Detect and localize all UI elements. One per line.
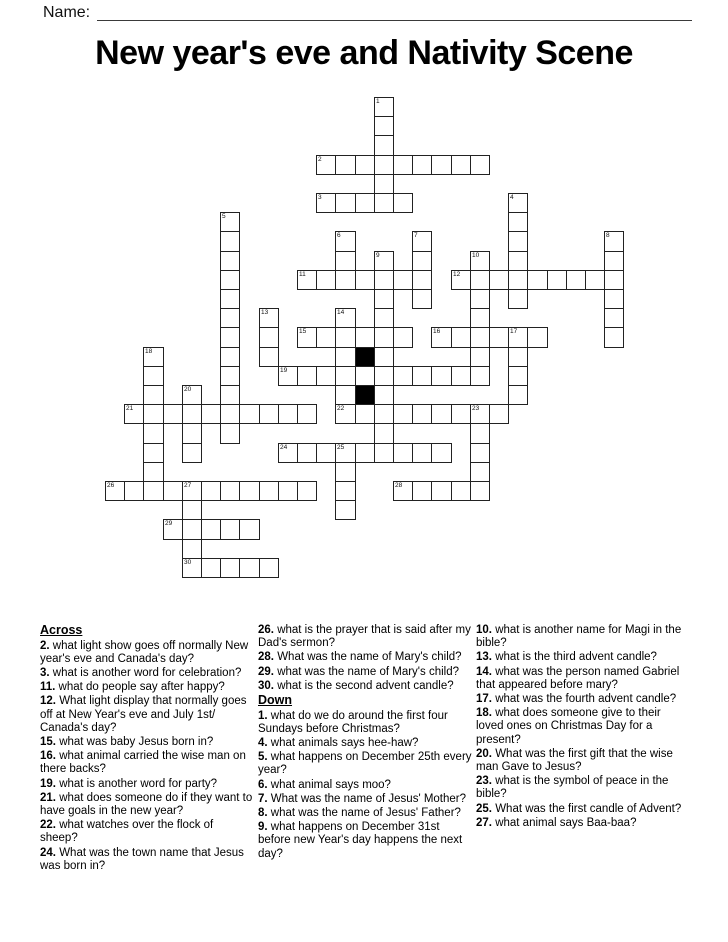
grid-cell[interactable] — [508, 366, 528, 386]
grid-cell[interactable] — [220, 308, 240, 328]
cell-number: 18 — [145, 348, 153, 355]
grid-cell[interactable] — [374, 423, 394, 444]
grid-cell[interactable] — [355, 443, 375, 463]
grid-cell[interactable] — [220, 423, 240, 444]
clues-section-header: Down — [258, 693, 293, 708]
grid-cell[interactable] — [182, 385, 202, 405]
clue-number: 3. — [40, 666, 50, 679]
cell-number: 2 — [318, 156, 322, 163]
grid-cell[interactable] — [239, 519, 260, 540]
black-cell — [355, 385, 375, 405]
grid-cell[interactable] — [374, 404, 394, 424]
grid-cell[interactable] — [182, 519, 202, 540]
grid-cell[interactable] — [220, 347, 240, 367]
grid-cell[interactable] — [201, 519, 221, 540]
grid-cell[interactable] — [527, 327, 548, 348]
grid-cell[interactable] — [220, 212, 240, 232]
grid-cell[interactable] — [470, 443, 490, 463]
grid-cell[interactable] — [604, 270, 624, 290]
grid-cell[interactable] — [431, 404, 452, 424]
clue-item: 16. what animal carried the wise man on there backs? — [40, 750, 246, 776]
clue-item: 1. what do we do around the first four Sundays before Christmas? — [258, 709, 448, 735]
grid-cell[interactable] — [335, 443, 356, 463]
grid-cell[interactable] — [374, 385, 394, 405]
grid-cell[interactable] — [335, 308, 356, 328]
grid-cell[interactable] — [355, 155, 375, 175]
grid-cell[interactable] — [470, 347, 490, 367]
clue-number: 7. — [258, 792, 268, 805]
clue-item: 2. what light show goes off normally New year's eve and Canada's day? — [40, 639, 249, 665]
grid-cell[interactable] — [316, 270, 336, 290]
clue-item: 9. what happens on December 31st before new Year's day happens the next day? — [258, 821, 463, 860]
grid-cell[interactable] — [355, 404, 375, 424]
grid-cell[interactable] — [451, 481, 471, 501]
clue-column-middle — [258, 624, 472, 862]
grid-cell[interactable] — [393, 327, 413, 348]
grid-cell[interactable] — [470, 404, 490, 424]
grid-cell[interactable] — [163, 519, 183, 540]
grid-cell[interactable] — [316, 366, 336, 386]
clue-item: 3. what is another word for celebration? — [40, 666, 242, 679]
grid-cell[interactable] — [201, 481, 221, 501]
page-title: New year's eve and Nativity Scene — [95, 34, 633, 72]
clue-item: 21. what does someone do if they want to have goals in the new year? — [40, 791, 253, 817]
cell-number: 22 — [337, 405, 345, 412]
grid-cell[interactable] — [297, 327, 317, 348]
grid-cell[interactable] — [508, 270, 528, 290]
grid-cell[interactable] — [335, 231, 356, 252]
grid-cell[interactable] — [105, 481, 125, 501]
grid-cell[interactable] — [470, 423, 490, 444]
cell-number: 26 — [107, 482, 115, 489]
grid-cell[interactable] — [335, 366, 356, 386]
cell-number: 28 — [395, 482, 403, 489]
grid-cell[interactable] — [335, 347, 356, 367]
grid-cell[interactable] — [604, 308, 624, 328]
grid-cell[interactable] — [508, 347, 528, 367]
grid-cell[interactable] — [335, 500, 356, 520]
grid-cell[interactable] — [451, 270, 471, 290]
clue-number: 22. — [40, 819, 56, 832]
grid-cell[interactable] — [374, 366, 394, 386]
grid-cell[interactable] — [355, 270, 375, 290]
grid-cell[interactable] — [124, 481, 144, 501]
cell-number: 30 — [184, 559, 192, 566]
grid-cell[interactable] — [143, 423, 164, 444]
grid-cell[interactable] — [259, 347, 279, 367]
grid-cell[interactable] — [335, 481, 356, 501]
cell-number: 4 — [510, 194, 514, 201]
grid-cell[interactable] — [508, 289, 528, 309]
grid-cell[interactable] — [278, 443, 298, 463]
cell-number: 6 — [337, 232, 341, 239]
grid-cell[interactable] — [412, 155, 432, 175]
grid-cell[interactable] — [585, 270, 605, 290]
grid-cell[interactable] — [393, 481, 413, 501]
clue-item: 7. What was the name of Jesus' Mother? — [258, 792, 467, 805]
clue-item: 15. what was baby Jesus born in? — [40, 735, 214, 748]
grid-cell[interactable] — [508, 385, 528, 405]
grid-cell[interactable] — [374, 443, 394, 463]
grid-cell[interactable] — [335, 270, 356, 290]
cell-number: 13 — [261, 309, 269, 316]
clue-item: 27. what animal says Baa-baa? — [476, 816, 637, 829]
grid-cell[interactable] — [604, 289, 624, 309]
grid-cell[interactable] — [239, 558, 260, 578]
grid-cell[interactable] — [374, 174, 394, 194]
clue-number: 15. — [40, 735, 56, 748]
cell-number: 21 — [126, 405, 134, 412]
clue-number: 13. — [476, 651, 492, 664]
grid-cell[interactable] — [335, 327, 356, 348]
grid-cell[interactable] — [431, 443, 452, 463]
clue-item: 28. What was the name of Mary's child? — [258, 651, 462, 664]
grid-cell[interactable] — [412, 270, 432, 290]
clue-item: 26. what is the prayer that is said after my Dad's sermon? — [258, 624, 471, 650]
grid-cell[interactable] — [143, 347, 164, 367]
clue-number: 16. — [40, 750, 56, 763]
grid-cell[interactable] — [508, 327, 528, 348]
cell-number: 11 — [299, 271, 306, 278]
grid-cell[interactable] — [374, 270, 394, 290]
grid-cell[interactable] — [239, 404, 260, 424]
grid-cell[interactable] — [220, 251, 240, 271]
grid-cell[interactable] — [316, 443, 336, 463]
grid-cell[interactable] — [393, 404, 413, 424]
cell-number: 15 — [299, 328, 307, 335]
clue-number: 25. — [476, 802, 492, 815]
grid-cell[interactable] — [355, 193, 375, 213]
cell-number: 23 — [472, 405, 480, 412]
cell-number: 27 — [184, 482, 192, 489]
clue-number: 18. — [476, 707, 492, 720]
clue-column-down — [476, 624, 690, 831]
grid-cell[interactable] — [239, 481, 260, 501]
grid-cell[interactable] — [220, 270, 240, 290]
grid-cell[interactable] — [374, 308, 394, 328]
grid-cell[interactable] — [143, 385, 164, 405]
clue-number: 9. — [258, 821, 268, 834]
grid-cell[interactable] — [335, 251, 356, 271]
grid-cell[interactable] — [220, 231, 240, 252]
grid-cell[interactable] — [374, 347, 394, 367]
grid-cell[interactable] — [374, 97, 394, 117]
grid-cell[interactable] — [278, 404, 298, 424]
grid-cell[interactable] — [335, 193, 356, 213]
grid-cell[interactable] — [143, 462, 164, 482]
grid-cell[interactable] — [201, 558, 221, 578]
clue-number: 10. — [476, 624, 492, 636]
grid-cell[interactable] — [604, 251, 624, 271]
grid-cell[interactable] — [143, 443, 164, 463]
clue-number: 27. — [476, 816, 492, 829]
grid-cell[interactable] — [393, 443, 413, 463]
grid-cell[interactable] — [412, 251, 432, 271]
grid-cell[interactable] — [182, 443, 202, 463]
grid-cell[interactable] — [182, 500, 202, 520]
grid-cell[interactable] — [508, 231, 528, 252]
clue-item: 18. what does someone give to their loved ones on Christmas Day for a present? — [476, 707, 661, 746]
clue-column-across — [40, 624, 254, 874]
cell-number: 3 — [318, 194, 322, 201]
cell-number: 12 — [453, 271, 461, 278]
grid-cell[interactable] — [374, 327, 394, 348]
grid-cell[interactable] — [163, 404, 183, 424]
grid-cell[interactable] — [355, 327, 375, 348]
clue-item: 23. what is the symbol of peace in the bible? — [476, 775, 669, 801]
grid-cell[interactable] — [431, 327, 452, 348]
grid-cell[interactable] — [316, 327, 336, 348]
black-cell — [355, 347, 375, 367]
grid-cell[interactable] — [374, 289, 394, 309]
clue-number: 2. — [40, 639, 50, 652]
grid-cell[interactable] — [278, 481, 298, 501]
grid-cell[interactable] — [451, 327, 471, 348]
grid-cell[interactable] — [259, 308, 279, 328]
clue-number: 14. — [476, 665, 492, 678]
grid-cell[interactable] — [220, 289, 240, 309]
grid-cell[interactable] — [297, 481, 317, 501]
grid-cell[interactable] — [220, 558, 240, 578]
clue-number: 6. — [258, 778, 268, 791]
grid-cell[interactable] — [508, 251, 528, 271]
grid-cell[interactable] — [335, 385, 356, 405]
clue-item: 12. What light display that normally goes off at New Year's eve and July 1st/ Canada's day? — [40, 695, 247, 734]
grid-cell[interactable] — [374, 251, 394, 271]
grid-cell[interactable] — [124, 404, 144, 424]
grid-cell[interactable] — [182, 481, 202, 501]
clue-item: 17. what was the fourth advent candle? — [476, 693, 677, 706]
grid-cell[interactable] — [431, 155, 452, 175]
grid-cell[interactable] — [220, 385, 240, 405]
cell-number: 24 — [280, 444, 288, 451]
cell-number: 7 — [414, 232, 418, 239]
grid-cell[interactable] — [143, 404, 164, 424]
clue-item: 20. What was the first gift that the wise man Gave to Jesus? — [476, 747, 673, 774]
grid-cell[interactable] — [201, 404, 221, 424]
clue-item: 19. what is another word for party? — [40, 777, 218, 790]
cell-number: 25 — [337, 444, 345, 451]
grid-cell[interactable] — [547, 270, 567, 290]
grid-cell[interactable] — [451, 404, 471, 424]
clue-number: 5. — [258, 751, 268, 764]
grid-cell[interactable] — [316, 155, 336, 175]
grid-cell[interactable] — [220, 481, 240, 501]
clues-section-header: Across — [40, 623, 83, 637]
grid-cell[interactable] — [470, 270, 490, 290]
grid-cell[interactable] — [163, 481, 183, 501]
grid-cell[interactable] — [431, 366, 452, 386]
grid-cell[interactable] — [182, 423, 202, 444]
grid-cell[interactable] — [470, 462, 490, 482]
grid-cell[interactable] — [489, 327, 509, 348]
grid-cell[interactable] — [470, 366, 490, 386]
grid-cell[interactable] — [259, 404, 279, 424]
clue-number: 21. — [40, 791, 56, 804]
cell-number: 17 — [510, 328, 518, 335]
grid-cell[interactable] — [508, 212, 528, 232]
clue-number: 20. — [476, 747, 492, 760]
clue-number: 12. — [40, 695, 56, 708]
grid-cell[interactable] — [470, 308, 490, 328]
cell-number: 16 — [433, 328, 441, 335]
grid-cell[interactable] — [259, 558, 279, 578]
clue-item: 30. what is the second advent candle? — [258, 679, 454, 692]
grid-cell[interactable] — [393, 155, 413, 175]
grid-cell[interactable] — [470, 155, 490, 175]
grid-cell[interactable] — [182, 539, 202, 559]
grid-cell[interactable] — [182, 558, 202, 578]
grid-cell[interactable] — [297, 366, 317, 386]
cell-number: 20 — [184, 386, 192, 393]
grid-cell[interactable] — [182, 404, 202, 424]
clue-item: 22. what watches over the flock of sheep? — [40, 819, 214, 845]
clue-number: 23. — [476, 775, 492, 788]
grid-cell[interactable] — [335, 404, 356, 424]
grid-cell[interactable] — [489, 270, 509, 290]
grid-cell[interactable] — [527, 270, 548, 290]
grid-cell[interactable] — [297, 270, 317, 290]
grid-cell[interactable] — [412, 481, 432, 501]
grid-cell[interactable] — [374, 116, 394, 136]
grid-cell[interactable] — [451, 155, 471, 175]
grid-cell[interactable] — [393, 193, 413, 213]
grid-cell[interactable] — [259, 327, 279, 348]
cell-number: 1 — [376, 98, 380, 105]
clue-item: 4. what animals says hee-haw? — [258, 736, 419, 749]
grid-cell[interactable] — [412, 404, 432, 424]
clue-item: 14. what was the person named Gabriel that appeared before mary? — [476, 665, 680, 691]
grid-cell[interactable] — [508, 193, 528, 213]
grid-cell[interactable] — [412, 366, 432, 386]
clue-item: 25. What was the first candle of Advent? — [476, 802, 682, 815]
clue-number: 24. — [40, 846, 56, 859]
clue-item: 24. What was the town name that Jesus was born in? — [40, 846, 244, 872]
grid-cell[interactable] — [278, 366, 298, 386]
grid-cell[interactable] — [470, 289, 490, 309]
grid-cell[interactable] — [335, 462, 356, 482]
cell-number: 10 — [472, 252, 480, 259]
cell-number: 19 — [280, 367, 288, 374]
clue-item: 5. what happens on December 25th every year? — [258, 751, 472, 777]
grid-cell[interactable] — [566, 270, 586, 290]
grid-cell[interactable] — [604, 231, 624, 252]
clue-item: 10. what is another name for Magi in the bible? — [476, 624, 682, 650]
grid-cell[interactable] — [297, 443, 317, 463]
grid-cell[interactable] — [143, 366, 164, 386]
clue-number: 8. — [258, 806, 268, 819]
grid-cell[interactable] — [220, 404, 240, 424]
grid-cell[interactable] — [470, 251, 490, 271]
clue-item: 13. what is the third advent candle? — [476, 651, 657, 664]
cell-number: 14 — [337, 309, 345, 316]
grid-cell[interactable] — [220, 366, 240, 386]
grid-cell[interactable] — [393, 366, 413, 386]
cell-number: 29 — [165, 520, 173, 527]
grid-cell[interactable] — [412, 231, 432, 252]
grid-cell[interactable] — [355, 366, 375, 386]
grid-cell[interactable] — [470, 481, 490, 501]
clue-number: 4. — [258, 736, 268, 749]
clue-item: 8. what was the name of Jesus' Father? — [258, 806, 461, 819]
grid-cell[interactable] — [374, 155, 394, 175]
grid-cell[interactable] — [431, 481, 452, 501]
grid-cell[interactable] — [412, 443, 432, 463]
clue-item: 11. what do people say after happy? — [40, 681, 225, 694]
grid-cell[interactable] — [393, 270, 413, 290]
cell-number: 5 — [222, 213, 226, 220]
grid-cell[interactable] — [220, 519, 240, 540]
grid-cell[interactable] — [470, 327, 490, 348]
clue-number: 17. — [476, 693, 492, 706]
grid-cell[interactable] — [316, 193, 336, 213]
cell-number: 9 — [376, 252, 380, 259]
clue-number: 1. — [258, 709, 268, 722]
name-label: Name: — [43, 4, 91, 21]
clue-number: 11. — [40, 681, 56, 694]
clue-number: 28. — [258, 651, 274, 664]
clue-item: 29. what was the name of Mary's child? — [258, 665, 459, 678]
grid-cell[interactable] — [489, 404, 509, 424]
grid-cell[interactable] — [259, 481, 279, 501]
grid-cell[interactable] — [335, 155, 356, 175]
grid-cell[interactable] — [374, 135, 394, 156]
grid-cell[interactable] — [297, 404, 317, 424]
clue-number: 30. — [258, 679, 274, 692]
cell-number: 8 — [606, 232, 610, 239]
clue-number: 26. — [258, 624, 274, 636]
clue-item: 6. what animal says moo? — [258, 778, 391, 791]
clue-number: 29. — [258, 665, 274, 678]
grid-cell[interactable] — [412, 289, 432, 309]
grid-cell[interactable] — [220, 327, 240, 348]
grid-cell[interactable] — [451, 366, 471, 386]
grid-cell[interactable] — [604, 327, 624, 348]
grid-cell[interactable] — [374, 193, 394, 213]
grid-cell[interactable] — [143, 481, 164, 501]
clue-number: 19. — [40, 777, 56, 790]
